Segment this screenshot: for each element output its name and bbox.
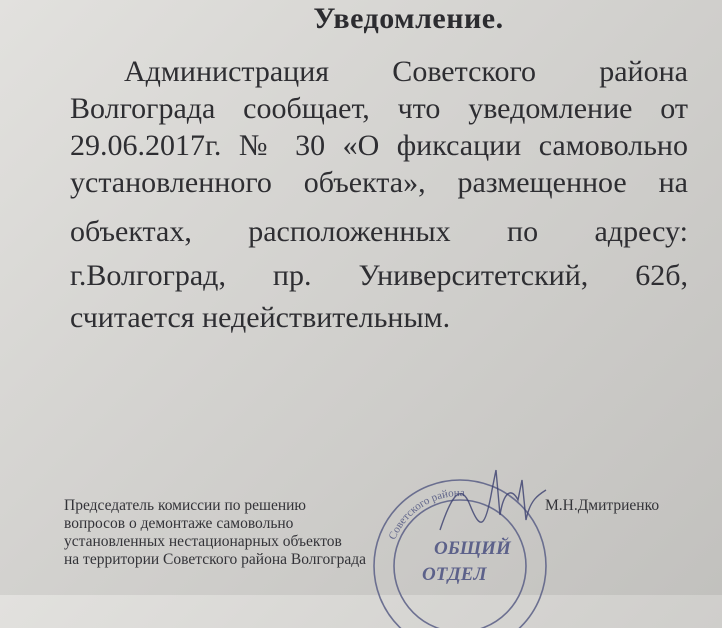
position-line-1: Председатель комиссии по решению xyxy=(64,497,307,514)
notice-title: Уведомление. xyxy=(313,2,504,35)
body-line-2: Волгограда сообщает, что уведомление от xyxy=(70,92,688,125)
handwritten-signature xyxy=(430,460,550,540)
body-line-3: 29.06.2017г. № 30 «О фиксации самовольно xyxy=(70,129,688,162)
body-line-7: считается недействительным. xyxy=(70,301,451,334)
signer-name: М.Н.Дмитриенко xyxy=(545,497,660,514)
stamp-center-line-2: ОТДЕЛ xyxy=(422,564,487,585)
position-line-3: установленных нестационарных объектов xyxy=(64,533,342,550)
body-line-4: установленного объекта», размещенное на xyxy=(70,166,688,199)
stamp-center-line-1: ОБЩИЙ xyxy=(434,538,511,559)
body-line-6: г.Волгоград, пр. Университетский, 62б, xyxy=(70,259,688,292)
stamp-ring-text: Советского района xyxy=(386,486,465,542)
position-line-4: на территории Советского района Волгограда xyxy=(64,551,366,568)
signer-position xyxy=(64,497,424,569)
body-line-1: Администрация Советского района xyxy=(124,55,688,88)
body-line-5: объектах, расположенных по адресу: xyxy=(70,215,688,248)
position-line-2: вопросов о демонтаже самовольно xyxy=(64,515,294,532)
